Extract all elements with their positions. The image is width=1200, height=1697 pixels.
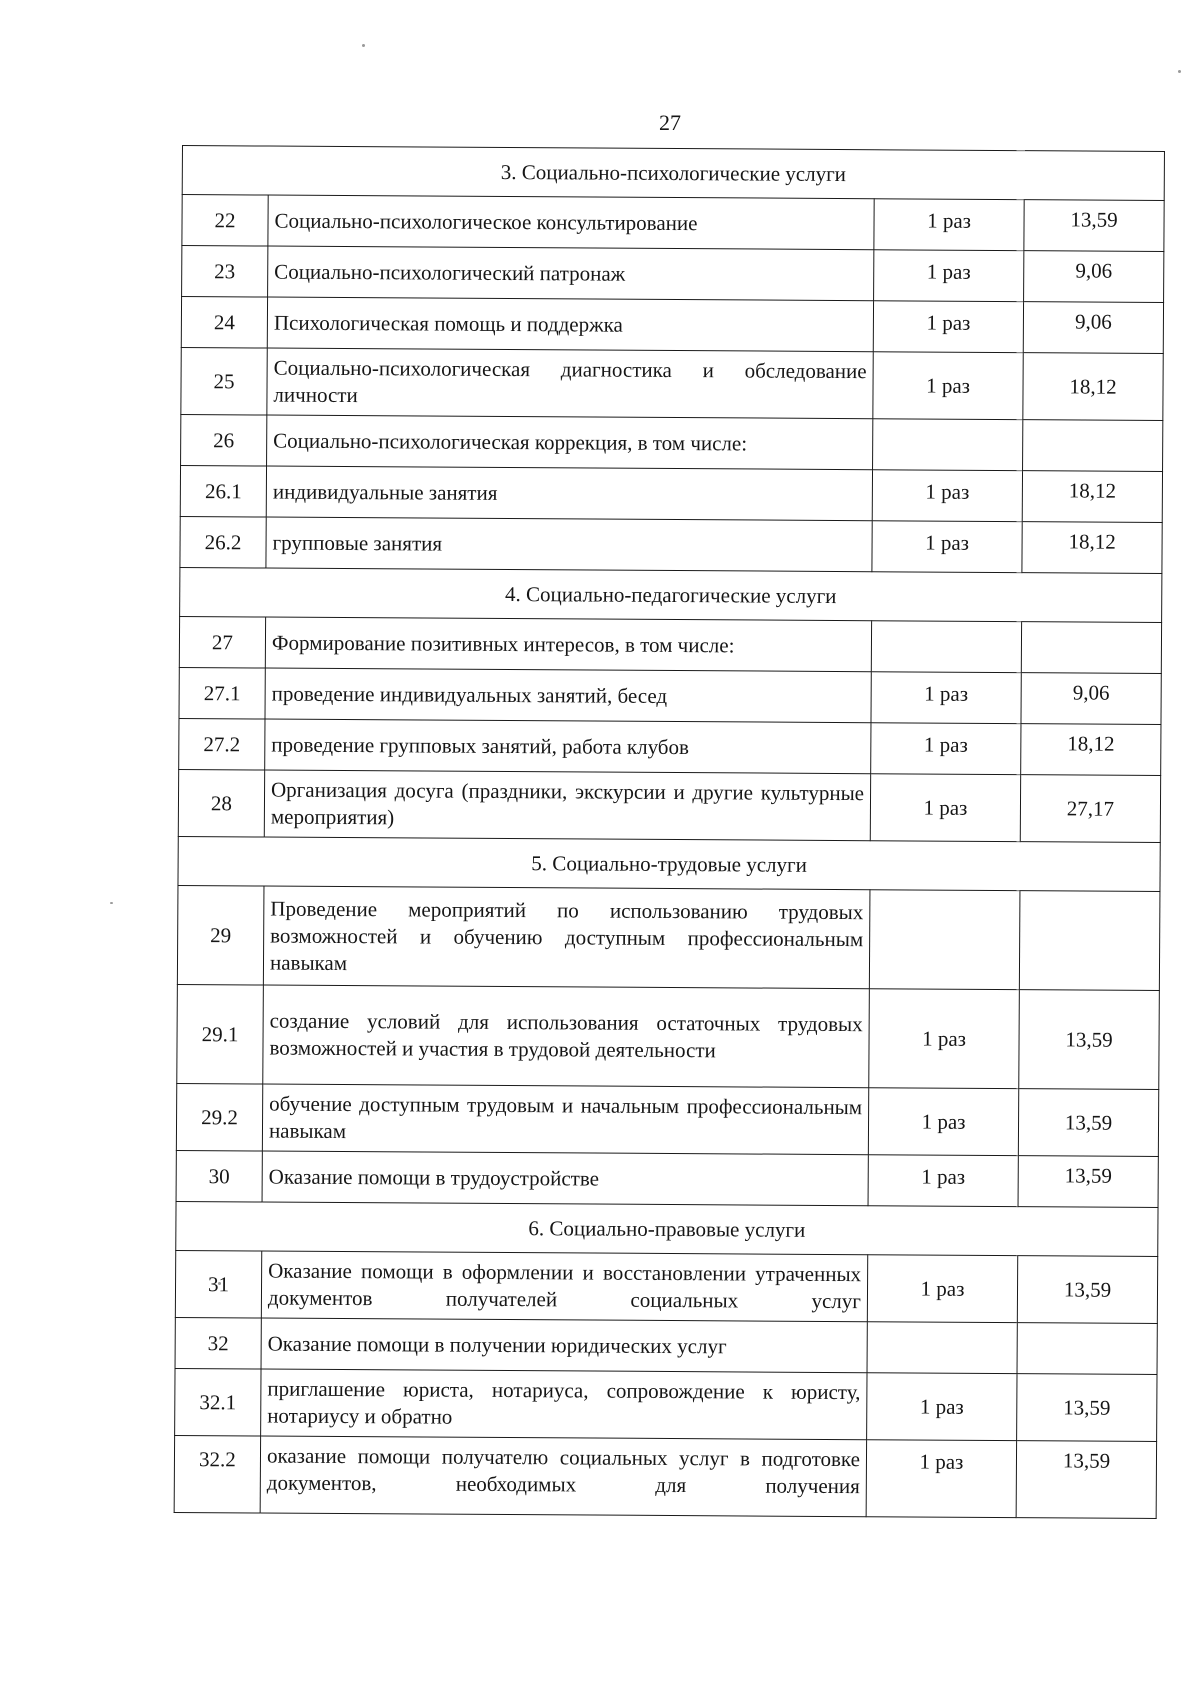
section-title: 6. Социально-правовые услуги — [176, 1201, 1158, 1256]
service-name: индивидуальные занятия — [266, 466, 872, 521]
service-price: 18,12 — [1023, 353, 1163, 421]
service-name: Оказание помощи в оформлении и восстановлении утраченных документов получателей социальных услуг — [261, 1251, 867, 1322]
table-row — [180, 465, 1162, 522]
service-frequency: 1 раз — [866, 1440, 1016, 1518]
service-frequency — [867, 1322, 1017, 1374]
service-frequency: 1 раз — [868, 1155, 1018, 1207]
service-frequency: 1 раз — [874, 199, 1024, 251]
service-name: Формирование позитивных интересов, в том числе: — [265, 617, 871, 672]
row-number: 29.1 — [177, 984, 264, 1084]
row-number: 29 — [177, 885, 264, 985]
service-price — [1023, 420, 1163, 472]
table-row — [179, 718, 1161, 775]
table-row — [181, 414, 1163, 471]
row-number: 31 — [175, 1250, 261, 1318]
row-number: 25 — [181, 347, 267, 415]
service-name: Организация досуга (праздники, экскурсии и другие культурные мероприятия) — [264, 770, 870, 841]
service-frequency: 1 раз — [868, 1088, 1018, 1156]
service-price — [1019, 891, 1160, 991]
table-row — [174, 1435, 1156, 1518]
scan-speck — [110, 902, 113, 904]
service-frequency — [869, 890, 1020, 990]
service-price: 18,12 — [1022, 471, 1162, 523]
table-row — [175, 1317, 1157, 1374]
service-price: 13,59 — [1024, 200, 1164, 252]
service-price — [1017, 1323, 1157, 1375]
table-row — [182, 195, 1164, 252]
service-frequency: 1 раз — [870, 774, 1020, 842]
scan-speck — [362, 44, 365, 47]
row-number: 26.2 — [180, 516, 266, 568]
table-row — [179, 616, 1161, 673]
service-name: Социально-психологический патронаж — [268, 246, 874, 301]
service-frequency: 1 раз — [872, 521, 1022, 573]
row-number: 32 — [175, 1317, 261, 1369]
row-number: 23 — [182, 246, 268, 298]
service-price: 13,59 — [1018, 1089, 1158, 1157]
row-number: 29.2 — [176, 1083, 262, 1151]
row-number: 30 — [176, 1150, 262, 1202]
service-frequency: 1 раз — [867, 1373, 1017, 1441]
table-row — [175, 1250, 1157, 1323]
service-price: 13,59 — [1017, 1374, 1157, 1442]
row-number: 28 — [178, 769, 264, 837]
table-row — [177, 984, 1160, 1089]
service-frequency — [871, 621, 1021, 673]
page-number: 27 — [659, 110, 681, 135]
service-price: 13,59 — [1017, 1256, 1157, 1324]
scan-speck — [1178, 70, 1181, 73]
section-header-row — [182, 146, 1164, 201]
table-row — [178, 769, 1160, 842]
service-name: Социально-психологическая диагностика и обследование личности — [267, 348, 873, 419]
service-name: обучение доступным трудовым и начальным профессиональным навыкам — [262, 1084, 868, 1155]
table-row — [177, 885, 1160, 990]
service-price: 27,17 — [1020, 775, 1160, 843]
service-price — [1021, 622, 1161, 674]
service-name: оказание помощи получателю социальных услуг в подготовке документов, необходимых для получения — [260, 1436, 866, 1517]
table-row — [175, 1368, 1157, 1441]
row-number: 27.1 — [179, 667, 265, 719]
service-frequency: 1 раз — [873, 301, 1023, 353]
row-number: 27 — [179, 616, 265, 668]
service-price: 18,12 — [1022, 522, 1162, 574]
services-price-table — [174, 145, 1165, 1519]
section-title: 3. Социально-психологические услуги — [182, 146, 1164, 201]
service-price: 9,06 — [1023, 302, 1163, 354]
service-name: Оказание помощи в трудоустройстве — [262, 1151, 868, 1206]
section-title: 4. Социально-педагогические услуги — [180, 567, 1162, 622]
service-name: Оказание помощи в получении юридических услуг — [261, 1318, 867, 1373]
service-frequency: 1 раз — [872, 470, 1022, 522]
service-frequency: 1 раз — [871, 723, 1021, 775]
service-frequency — [873, 419, 1023, 471]
service-name: Социально-психологическое консультирование — [268, 195, 874, 250]
service-frequency: 1 раз — [874, 250, 1024, 302]
service-name: Проведение мероприятий по использованию трудовых возможностей и обучению доступным профессиональным навыкам — [263, 886, 870, 989]
service-price: 13,59 — [1019, 990, 1160, 1090]
service-price: 9,06 — [1024, 251, 1164, 303]
service-name: приглашение юриста, нотариуса, сопровождение к юристу, нотариусу и обратно — [261, 1369, 867, 1440]
service-frequency: 1 раз — [873, 352, 1023, 420]
row-number: 26 — [181, 414, 267, 466]
row-number: 22 — [182, 195, 268, 247]
service-price: 9,06 — [1021, 673, 1161, 725]
service-name: создание условий для использования остаточных трудовых возможностей и участия в трудовой деятельности — [263, 985, 870, 1088]
service-price: 13,59 — [1018, 1156, 1158, 1208]
table-row — [180, 516, 1162, 573]
table-row — [181, 347, 1163, 420]
table-row — [179, 667, 1161, 724]
row-number: 32.1 — [175, 1368, 261, 1436]
table-row — [181, 297, 1163, 354]
service-frequency: 1 раз — [869, 989, 1020, 1089]
row-number: 24 — [181, 297, 267, 349]
table-row — [176, 1083, 1158, 1156]
service-name: Психологическая помощь и поддержка — [267, 297, 873, 352]
table-row — [182, 246, 1164, 303]
section-title: 5. Социально-трудовые услуги — [178, 836, 1160, 891]
service-name: проведение групповых занятий, работа клубов — [265, 719, 871, 774]
table-row — [176, 1150, 1158, 1207]
service-price: 13,59 — [1016, 1441, 1156, 1519]
service-name: проведение индивидуальных занятий, бесед — [265, 668, 871, 723]
service-name: групповые занятия — [266, 517, 872, 572]
service-name: Социально-психологическая коррекция, в том числе: — [267, 415, 873, 470]
service-price: 18,12 — [1021, 724, 1161, 776]
row-number: 32.2 — [174, 1435, 260, 1513]
row-number: 27.2 — [179, 718, 265, 770]
section-header-row — [176, 1201, 1158, 1256]
section-header-row — [180, 567, 1162, 622]
section-header-row — [178, 836, 1160, 891]
service-frequency: 1 раз — [867, 1255, 1017, 1323]
service-frequency: 1 раз — [871, 672, 1021, 724]
row-number: 26.1 — [180, 465, 266, 517]
